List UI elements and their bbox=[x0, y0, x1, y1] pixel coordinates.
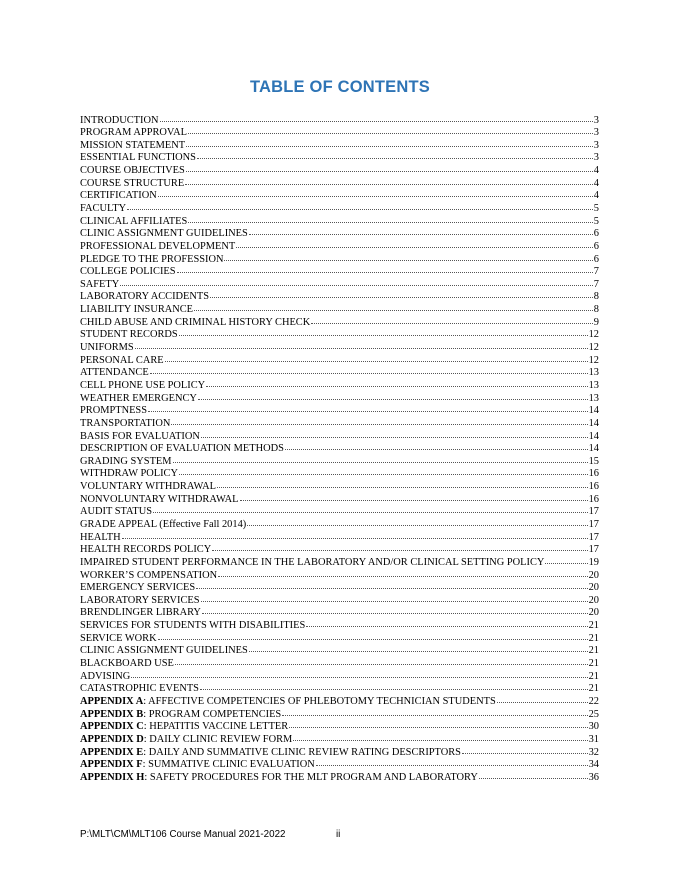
dot-leader bbox=[194, 303, 593, 311]
toc-entry-label bbox=[80, 456, 172, 468]
toc-entry[interactable] bbox=[80, 417, 599, 430]
toc-entry-page-number: 12 bbox=[588, 342, 599, 354]
dot-leader bbox=[153, 505, 588, 513]
toc-entry-label bbox=[80, 216, 187, 228]
toc-entry-label bbox=[80, 582, 195, 594]
toc-entry-text: UNIFORMS bbox=[80, 342, 134, 354]
toc-entry-label bbox=[80, 607, 201, 619]
toc-entry-label bbox=[80, 127, 187, 139]
toc-entry-page-number: 12 bbox=[588, 329, 599, 341]
dot-leader bbox=[210, 290, 593, 298]
footer-file-path: P:\MLT\CM\MLT106 Course Manual 2021-2022 bbox=[80, 829, 286, 840]
toc-entry-page-number: 34 bbox=[588, 759, 599, 771]
toc-entry[interactable] bbox=[80, 695, 599, 708]
dot-leader bbox=[179, 328, 588, 336]
toc-entry-appendix-prefix: APPENDIX F bbox=[80, 759, 143, 771]
toc-entry-page-number: 13 bbox=[588, 379, 599, 391]
toc-entry-text: : SAFETY PROCEDURES FOR THE MLT PROGRAM AND LABORATORY bbox=[144, 771, 478, 783]
toc-entry[interactable] bbox=[80, 366, 599, 379]
toc-entry-text: COURSE STRUCTURE bbox=[80, 177, 185, 189]
toc-entry-page-number: 5 bbox=[593, 202, 599, 214]
dot-leader bbox=[240, 493, 588, 501]
toc-entry-label bbox=[80, 570, 217, 582]
toc-entry-text: ATTENDANCE bbox=[80, 367, 149, 379]
toc-entry-page-number: 25 bbox=[588, 708, 599, 720]
toc-entry-page-number: 21 bbox=[588, 632, 599, 644]
toc-entry-label bbox=[80, 152, 196, 164]
toc-entry[interactable] bbox=[80, 316, 599, 329]
dot-leader bbox=[200, 682, 588, 690]
toc-entry-text: LIABILITY INSURANCE bbox=[80, 304, 194, 316]
dot-leader bbox=[185, 177, 593, 185]
toc-entry-page-number: 3 bbox=[593, 139, 599, 151]
table-of-contents bbox=[80, 114, 599, 784]
toc-entry[interactable] bbox=[80, 240, 599, 253]
toc-entry-label bbox=[80, 595, 200, 607]
toc-entry-page-number: 20 bbox=[588, 582, 599, 594]
toc-entry-text: : DAILY CLINIC REVIEW FORM bbox=[143, 733, 293, 745]
toc-entry-page-number: 7 bbox=[593, 266, 599, 278]
dot-leader bbox=[306, 619, 587, 627]
toc-entry[interactable] bbox=[80, 328, 599, 341]
toc-entry[interactable] bbox=[80, 379, 599, 392]
toc-entry[interactable] bbox=[80, 126, 599, 139]
toc-entry-text: EMERGENCY SERVICES bbox=[80, 582, 196, 594]
toc-entry-page-number: 16 bbox=[588, 481, 599, 493]
toc-entry-label bbox=[80, 759, 315, 771]
dot-leader bbox=[212, 543, 587, 551]
toc-entry-text: WEATHER EMERGENCY bbox=[80, 392, 197, 404]
toc-entry-page-number: 14 bbox=[588, 405, 599, 417]
toc-entry-text: PROMPTNESS bbox=[80, 405, 147, 417]
toc-entry-page-number: 20 bbox=[588, 569, 599, 581]
toc-entry-label bbox=[80, 658, 174, 670]
toc-entry-label bbox=[80, 342, 134, 354]
dot-leader bbox=[158, 189, 593, 197]
toc-entry[interactable] bbox=[80, 644, 599, 657]
toc-entry[interactable] bbox=[80, 606, 599, 619]
dot-leader bbox=[175, 657, 588, 665]
toc-entry[interactable] bbox=[80, 442, 599, 455]
toc-entry-label bbox=[80, 405, 147, 417]
dot-leader bbox=[186, 139, 593, 147]
toc-entry[interactable] bbox=[80, 556, 599, 569]
dot-leader bbox=[201, 430, 588, 438]
toc-entry-appendix-prefix: APPENDIX B bbox=[80, 708, 144, 720]
toc-entry[interactable] bbox=[80, 569, 599, 582]
toc-entry-label bbox=[80, 228, 248, 240]
toc-entry-text: SERVICES FOR STUDENTS WITH DISABILITIES bbox=[80, 620, 306, 632]
dot-leader bbox=[165, 354, 588, 362]
toc-entry-page-number: 5 bbox=[593, 215, 599, 227]
toc-entry-text: SERVICE WORK bbox=[80, 632, 157, 644]
toc-entry-text: CATASTROPHIC EVENTS bbox=[80, 683, 199, 695]
toc-entry[interactable] bbox=[80, 202, 599, 215]
toc-entry-page-number: 16 bbox=[588, 468, 599, 480]
toc-entry[interactable] bbox=[80, 392, 599, 405]
toc-entry-page-number: 8 bbox=[593, 291, 599, 303]
toc-entry-page-number: 14 bbox=[588, 443, 599, 455]
toc-entry[interactable] bbox=[80, 151, 599, 164]
toc-entry-page-number: 21 bbox=[588, 658, 599, 670]
toc-entry-text: BRENDLINGER LIBRARY bbox=[80, 607, 201, 619]
toc-entry[interactable] bbox=[80, 619, 599, 632]
toc-entry-label bbox=[80, 481, 216, 493]
toc-entry-text: COLLEGE POLICIES bbox=[80, 266, 176, 278]
dot-leader bbox=[316, 758, 588, 766]
toc-entry-label bbox=[80, 190, 157, 202]
toc-entry-page-number: 4 bbox=[593, 190, 599, 202]
dot-leader bbox=[160, 114, 593, 122]
dot-leader bbox=[217, 480, 588, 488]
dot-leader bbox=[282, 708, 587, 716]
toc-entry-label bbox=[80, 532, 121, 544]
dot-leader bbox=[249, 227, 593, 235]
toc-entry-text: VOLUNTARY WITHDRAWAL bbox=[80, 481, 216, 493]
toc-entry-text: : PROGRAM COMPETENCIES bbox=[143, 708, 282, 720]
toc-entry-page-number: 4 bbox=[593, 177, 599, 189]
toc-entry-label bbox=[80, 671, 130, 683]
toc-entry-page-number: 21 bbox=[588, 620, 599, 632]
toc-entry-page-number: 19 bbox=[588, 556, 599, 568]
toc-entry-page-number: 14 bbox=[588, 430, 599, 442]
dot-leader bbox=[135, 341, 588, 349]
toc-entry-text: HEALTH RECORDS POLICY bbox=[80, 544, 212, 556]
toc-entry[interactable] bbox=[80, 177, 599, 190]
toc-entry-text: SAFETY bbox=[80, 278, 120, 290]
toc-entry[interactable] bbox=[80, 215, 599, 228]
toc-entry[interactable] bbox=[80, 505, 599, 518]
toc-entry-page-number: 7 bbox=[593, 278, 599, 290]
toc-entry-page-number: 16 bbox=[588, 493, 599, 505]
toc-entry-page-number: 17 bbox=[588, 531, 599, 543]
dot-leader bbox=[198, 392, 588, 400]
toc-entry[interactable] bbox=[80, 581, 599, 594]
toc-entry-text: ESSENTIAL FUNCTIONS bbox=[80, 152, 196, 164]
toc-entry[interactable] bbox=[80, 189, 599, 202]
toc-entry-page-number: 21 bbox=[588, 670, 599, 682]
dot-leader bbox=[122, 531, 588, 539]
toc-entry[interactable] bbox=[80, 303, 599, 316]
dot-leader bbox=[188, 126, 593, 134]
toc-entry[interactable] bbox=[80, 341, 599, 354]
toc-entry-page-number: 21 bbox=[588, 683, 599, 695]
toc-entry-label bbox=[80, 747, 461, 759]
toc-entry[interactable] bbox=[80, 455, 599, 468]
toc-entry-label bbox=[80, 620, 305, 632]
toc-entry[interactable] bbox=[80, 227, 599, 240]
toc-entry-text: DESCRIPTION OF EVALUATION METHODS bbox=[80, 443, 284, 455]
toc-entry-page-number: 6 bbox=[593, 228, 599, 240]
toc-entry-label bbox=[80, 203, 126, 215]
toc-entry-label bbox=[80, 418, 170, 430]
toc-entry-label bbox=[80, 140, 185, 152]
dot-leader bbox=[218, 569, 588, 577]
toc-entry[interactable] bbox=[80, 467, 599, 480]
toc-entry-label bbox=[80, 355, 164, 367]
toc-entry-text: CERTIFICATION bbox=[80, 190, 157, 202]
toc-entry-text: : DAILY AND SUMMATIVE CLINIC REVIEW RATING DESCRIPTORS bbox=[143, 746, 461, 758]
toc-entry-text: BLACKBOARD USE bbox=[80, 658, 174, 670]
toc-entry-label bbox=[80, 291, 209, 303]
toc-entry-label bbox=[80, 645, 248, 657]
dot-leader bbox=[201, 594, 588, 602]
toc-entry-text: CLINICAL AFFILIATES bbox=[80, 215, 188, 227]
toc-entry-text: MISSION STATEMENT bbox=[80, 139, 186, 151]
toc-entry[interactable] bbox=[80, 278, 599, 291]
dot-leader bbox=[196, 581, 588, 589]
dot-leader bbox=[177, 265, 593, 273]
toc-entry-page-number: 36 bbox=[588, 771, 599, 783]
toc-entry-page-number: 17 bbox=[588, 506, 599, 518]
dot-leader bbox=[249, 644, 588, 652]
toc-entry-text: ADVISING bbox=[80, 670, 131, 682]
toc-entry-text: AUDIT STATUS bbox=[80, 506, 153, 518]
dot-leader bbox=[247, 518, 587, 526]
dot-leader bbox=[206, 379, 587, 387]
dot-leader bbox=[545, 556, 587, 564]
page-title: TABLE OF CONTENTS bbox=[249, 78, 430, 96]
toc-entry-text: CLINIC ASSIGNMENT GUIDELINES bbox=[80, 645, 248, 657]
toc-entry[interactable] bbox=[80, 518, 599, 531]
toc-entry[interactable] bbox=[80, 404, 599, 417]
toc-entry-appendix-prefix: APPENDIX H bbox=[80, 771, 145, 783]
toc-entry-page-number: 4 bbox=[593, 165, 599, 177]
toc-entry-text: : SUMMATIVE CLINIC EVALUATION bbox=[142, 759, 315, 771]
dot-leader bbox=[197, 151, 593, 159]
toc-entry-text: PERSONAL CARE bbox=[80, 354, 164, 366]
toc-entry-label bbox=[80, 367, 149, 379]
dot-leader bbox=[131, 670, 587, 678]
toc-entry[interactable] bbox=[80, 758, 599, 771]
toc-entry[interactable] bbox=[80, 543, 599, 556]
toc-entry[interactable] bbox=[80, 493, 599, 506]
toc-entry-appendix-prefix: APPENDIX E bbox=[80, 746, 144, 758]
dot-leader bbox=[148, 404, 588, 412]
toc-entry-text: INTRODUCTION bbox=[80, 114, 159, 126]
toc-entry-label bbox=[80, 494, 239, 506]
toc-entry-text: IMPAIRED STUDENT PERFORMANCE IN THE LABORATORY AND/OR CLINICAL SETTING POLICY bbox=[80, 556, 545, 568]
toc-entry[interactable] bbox=[80, 670, 599, 683]
toc-entry-text: NONVOLUNTARY WITHDRAWAL bbox=[80, 493, 239, 505]
dot-leader bbox=[202, 606, 588, 614]
toc-entry-page-number: 3 bbox=[593, 152, 599, 164]
toc-entry[interactable] bbox=[80, 771, 599, 784]
dot-leader bbox=[186, 164, 593, 172]
toc-entry-page-number: 14 bbox=[588, 417, 599, 429]
dot-leader bbox=[171, 417, 587, 425]
toc-entry-page-number: 3 bbox=[593, 114, 599, 126]
toc-entry-text: GRADE APPEAL (Effective Fall 2014) bbox=[80, 519, 247, 530]
toc-entry-label bbox=[80, 683, 199, 695]
dot-leader bbox=[120, 278, 593, 286]
toc-entry-appendix-prefix: APPENDIX C bbox=[80, 721, 144, 733]
dot-leader bbox=[127, 202, 593, 210]
toc-entry-text: HEALTH bbox=[80, 531, 121, 543]
footer-page-number: ii bbox=[336, 829, 341, 840]
dot-leader bbox=[285, 442, 588, 450]
toc-entry-label bbox=[80, 721, 288, 733]
toc-entry-text: FACULTY bbox=[80, 202, 127, 214]
toc-entry[interactable] bbox=[80, 720, 599, 733]
toc-entry-page-number: 12 bbox=[588, 354, 599, 366]
dot-leader bbox=[150, 366, 588, 374]
toc-entry-page-number: 13 bbox=[588, 392, 599, 404]
toc-entry-page-number: 9 bbox=[593, 316, 599, 328]
toc-entry-page-number: 6 bbox=[593, 253, 599, 265]
toc-entry-label bbox=[80, 317, 310, 329]
toc-entry-text: WITHDRAW POLICY bbox=[80, 468, 178, 480]
toc-entry-label bbox=[80, 696, 496, 708]
toc-entry-page-number: 22 bbox=[588, 695, 599, 707]
toc-entry-page-number: 31 bbox=[588, 733, 599, 745]
toc-entry-label bbox=[80, 557, 544, 569]
dot-leader bbox=[173, 455, 588, 463]
toc-entry[interactable] bbox=[80, 265, 599, 278]
toc-entry-text: GRADING SYSTEM bbox=[80, 455, 172, 467]
toc-entry-page-number: 32 bbox=[588, 746, 599, 758]
toc-entry[interactable] bbox=[80, 682, 599, 695]
toc-entry-label bbox=[80, 304, 193, 316]
toc-entry-page-number: 6 bbox=[593, 240, 599, 252]
dot-leader bbox=[289, 720, 587, 728]
toc-entry-appendix-prefix: APPENDIX A bbox=[80, 695, 144, 707]
dot-leader bbox=[479, 771, 588, 779]
toc-entry-label bbox=[80, 380, 205, 392]
toc-entry-label bbox=[80, 266, 176, 278]
toc-entry[interactable] bbox=[80, 114, 599, 127]
toc-entry-text: BASIS FOR EVALUATION bbox=[80, 430, 200, 442]
toc-entry-label bbox=[80, 241, 235, 253]
toc-entry-text: LABORATORY SERVICES bbox=[80, 594, 200, 606]
toc-entry-page-number: 20 bbox=[588, 594, 599, 606]
toc-entry[interactable] bbox=[80, 354, 599, 367]
toc-entry-appendix-prefix: APPENDIX D bbox=[80, 733, 144, 745]
toc-entry-text: LABORATORY ACCIDENTS bbox=[80, 291, 210, 303]
toc-entry[interactable] bbox=[80, 632, 599, 645]
toc-entry-label bbox=[80, 709, 281, 721]
toc-entry-label bbox=[80, 393, 197, 405]
toc-entry[interactable] bbox=[80, 253, 599, 266]
toc-entry[interactable] bbox=[80, 430, 599, 443]
toc-entry[interactable] bbox=[80, 164, 599, 177]
toc-entry-page-number: 20 bbox=[588, 607, 599, 619]
dot-leader bbox=[497, 695, 588, 703]
dot-leader bbox=[462, 746, 588, 754]
toc-entry-label bbox=[80, 519, 246, 531]
toc-entry-text: TRANSPORTATION bbox=[80, 417, 171, 429]
toc-entry-page-number: 30 bbox=[588, 721, 599, 733]
toc-entry-text: PLEDGE TO THE PROFESSION bbox=[80, 253, 224, 265]
toc-entry-label bbox=[80, 772, 478, 784]
dot-leader bbox=[158, 632, 588, 640]
toc-entry[interactable] bbox=[80, 290, 599, 303]
toc-entry-label bbox=[80, 734, 292, 746]
toc-entry-text: COURSE OBJECTIVES bbox=[80, 165, 185, 177]
toc-entry-page-number: 3 bbox=[593, 127, 599, 139]
toc-entry[interactable] bbox=[80, 746, 599, 759]
toc-entry-text: PROGRAM APPROVAL bbox=[80, 127, 187, 139]
toc-entry-text: CELL PHONE USE POLICY bbox=[80, 379, 206, 391]
toc-entry-page-number: 17 bbox=[588, 519, 599, 530]
toc-entry-text: : HEPATITIS VACCINE LETTER bbox=[143, 721, 289, 733]
toc-entry-label bbox=[80, 544, 211, 556]
toc-entry-label bbox=[80, 115, 159, 127]
toc-entry-label bbox=[80, 506, 152, 518]
toc-entry[interactable] bbox=[80, 594, 599, 607]
dot-leader bbox=[236, 240, 593, 248]
toc-entry[interactable] bbox=[80, 708, 599, 721]
toc-entry-text: WORKER’S COMPENSATION bbox=[80, 569, 218, 581]
toc-entry-text: CLINIC ASSIGNMENT GUIDELINES bbox=[80, 228, 248, 240]
toc-entry-page-number: 8 bbox=[593, 304, 599, 316]
dot-leader bbox=[224, 253, 592, 261]
toc-entry-label bbox=[80, 329, 178, 341]
toc-entry-label bbox=[80, 165, 185, 177]
toc-entry-label bbox=[80, 468, 178, 480]
toc-entry[interactable] bbox=[80, 139, 599, 152]
toc-entry[interactable] bbox=[80, 531, 599, 544]
toc-entry-text: STUDENT RECORDS bbox=[80, 329, 178, 341]
toc-entry-text: : AFFECTIVE COMPETENCIES OF PHLEBOTOMY TECHNICIAN STUDENTS bbox=[143, 695, 496, 707]
toc-entry[interactable] bbox=[80, 657, 599, 670]
toc-entry-page-number: 13 bbox=[588, 367, 599, 379]
dot-leader bbox=[311, 316, 593, 324]
toc-entry-label bbox=[80, 254, 223, 266]
dot-leader bbox=[188, 215, 593, 223]
toc-entry[interactable] bbox=[80, 480, 599, 493]
dot-leader bbox=[179, 467, 588, 475]
toc-entry-text: CHILD ABUSE AND CRIMINAL HISTORY CHECK bbox=[80, 316, 311, 328]
toc-entry-page-number: 21 bbox=[588, 645, 599, 657]
toc-entry-text: PROFESSIONAL DEVELOPMENT bbox=[80, 240, 236, 252]
toc-entry-page-number: 17 bbox=[588, 544, 599, 556]
toc-entry[interactable] bbox=[80, 733, 599, 746]
toc-entry-label bbox=[80, 443, 284, 455]
toc-entry-label bbox=[80, 279, 119, 291]
toc-entry-label bbox=[80, 633, 157, 645]
toc-entry-label bbox=[80, 431, 200, 443]
toc-entry-page-number: 15 bbox=[588, 455, 599, 467]
toc-entry-label bbox=[80, 178, 184, 190]
dot-leader bbox=[293, 733, 587, 741]
